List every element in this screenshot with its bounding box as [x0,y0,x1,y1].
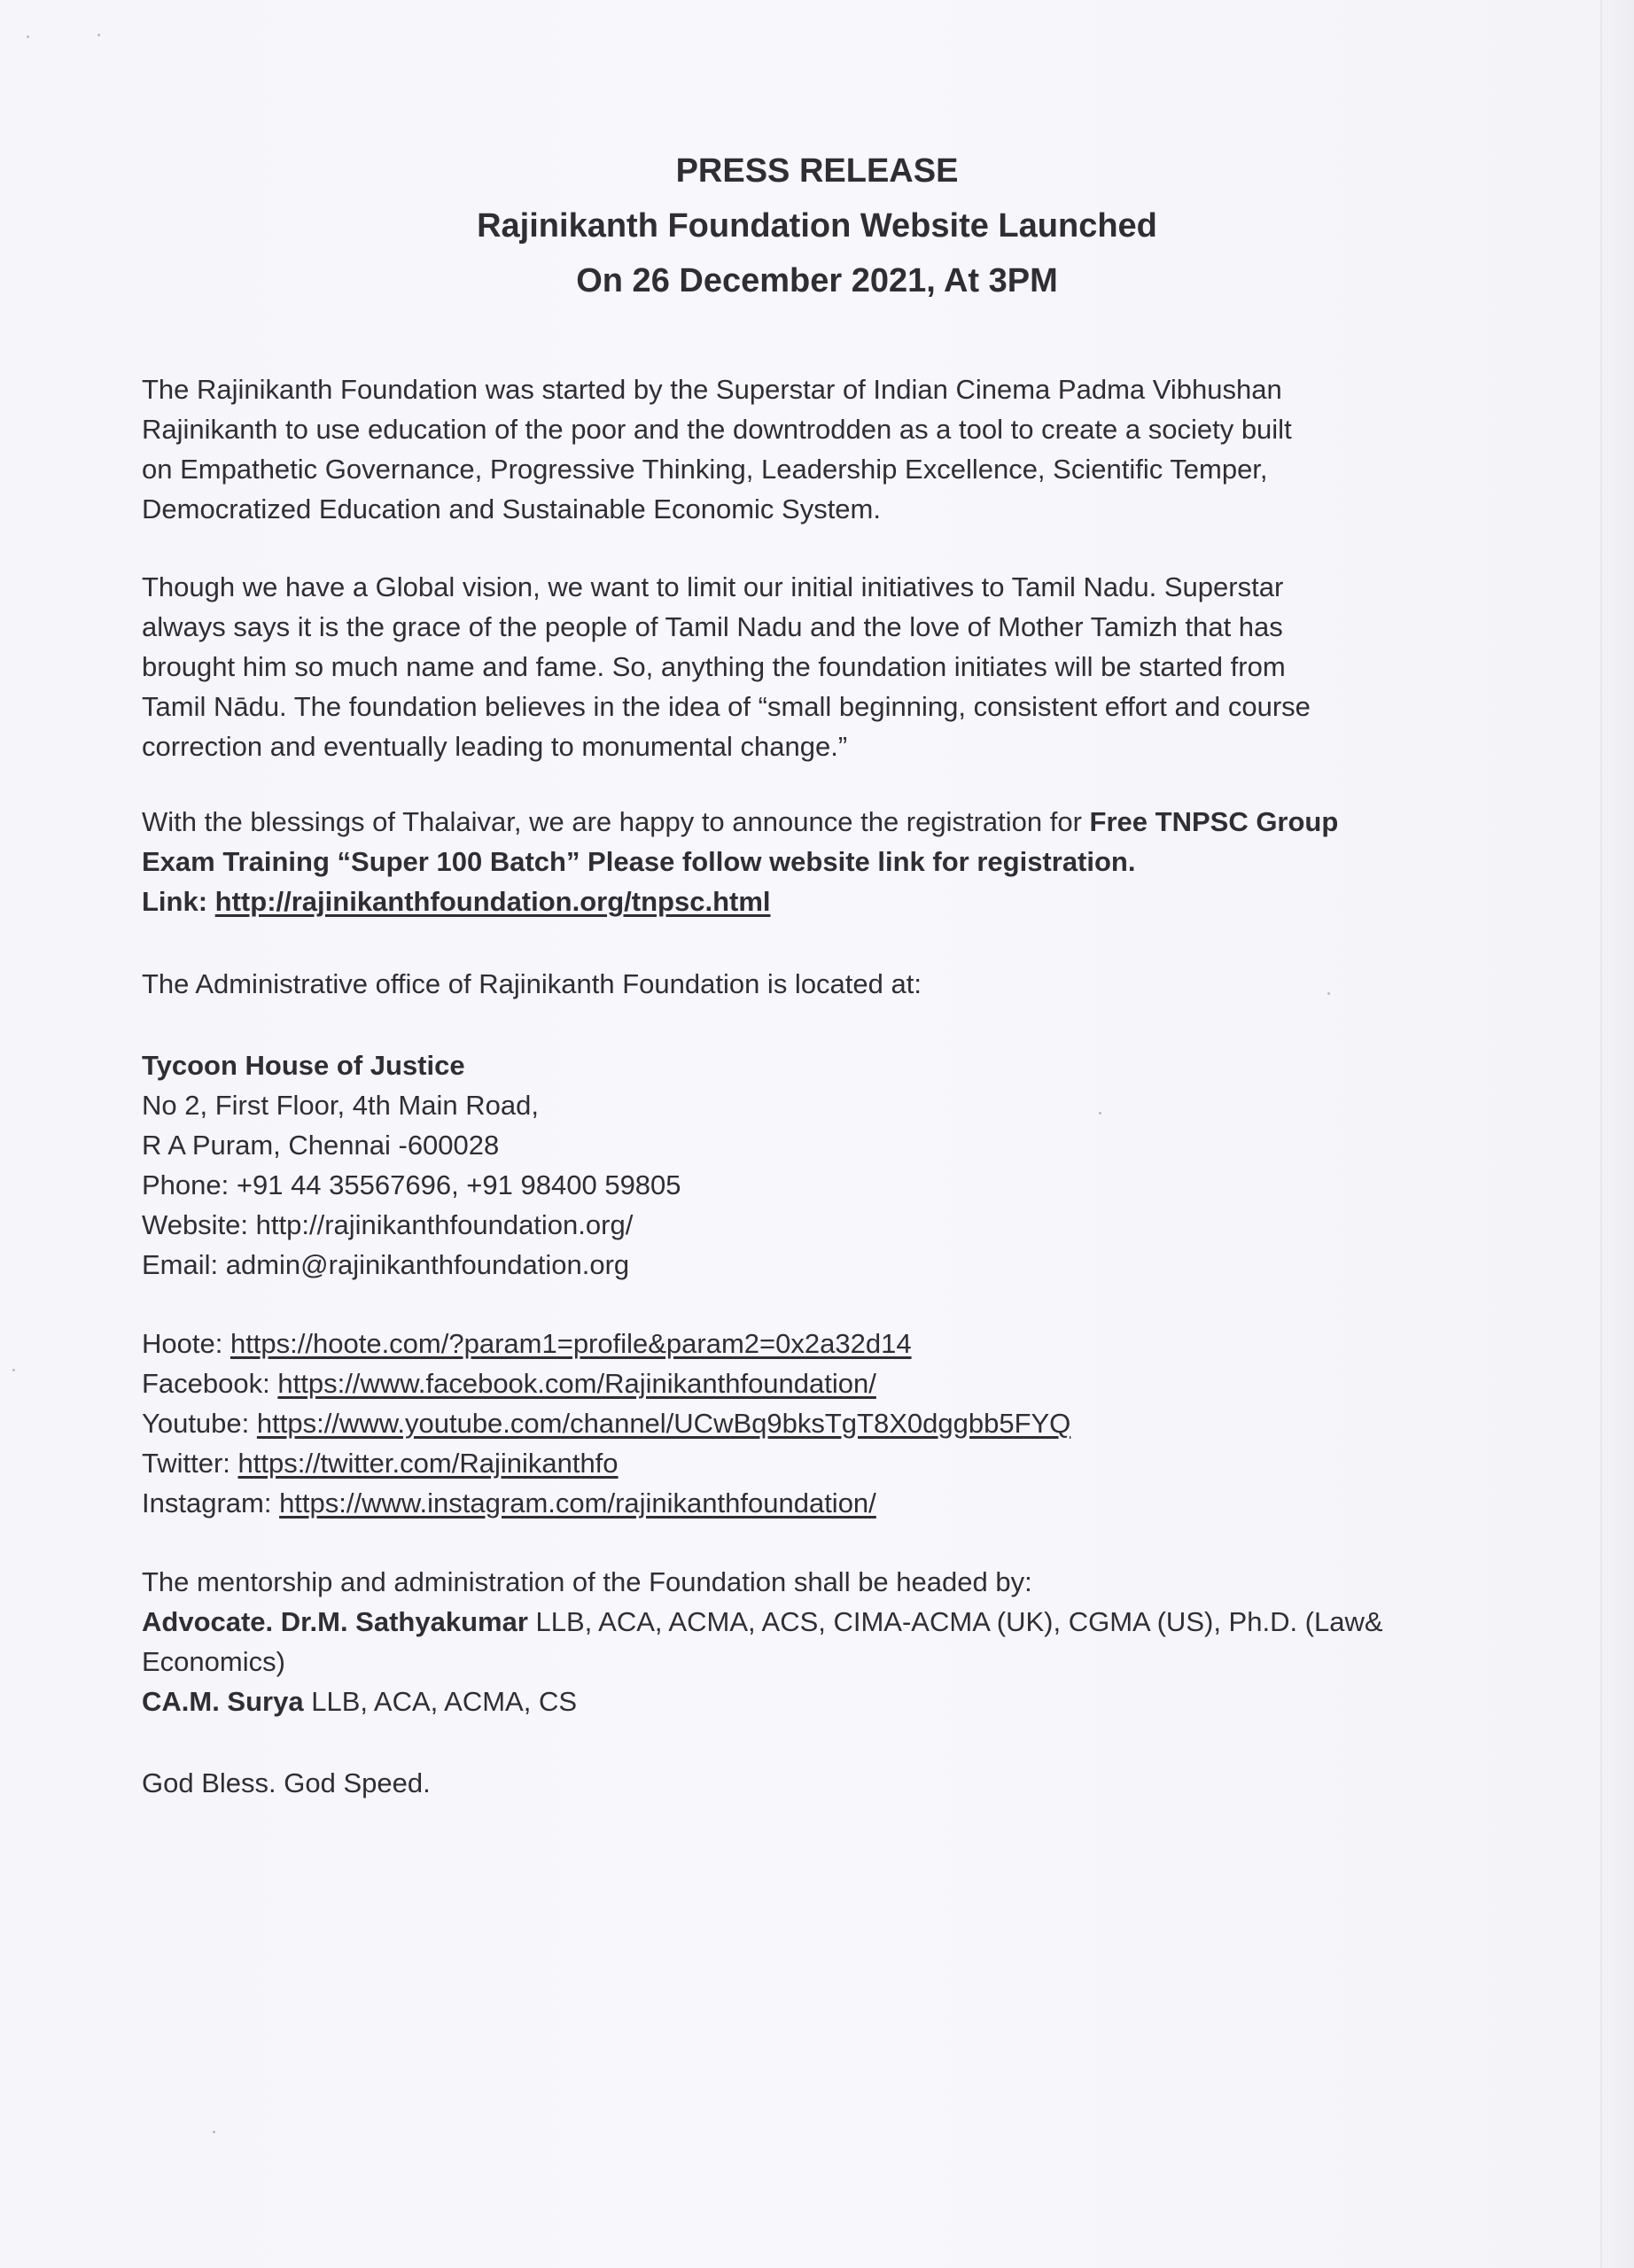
scan-speck [12,1369,15,1371]
scan-speck [27,35,29,38]
address-line: R A Puram, Chennai -600028 [142,1130,500,1161]
mentor-qualifications: LLB, ACA, ACMA, ACS, CIMA-ACMA (UK), CGMA (US), Ph.D. (Law& [527,1606,1383,1637]
social-item-youtube [142,1403,1453,1443]
closing-line: God Bless. God Speed. [142,1767,431,1798]
instagram-link[interactable]: https://www.instagram.com/rajinikanthfoundation/ [279,1487,876,1518]
header-title: PRESS RELEASE [675,152,959,190]
social-item-hoote [142,1324,1453,1363]
social-label: Instagram: [142,1487,280,1518]
intro-line: Rajinikanth to use education of the poor and the downtrodden as a tool to create a society built [142,414,1292,445]
vision-line: correction and eventually leading to monumental change.” [142,731,848,762]
office-name: Tycoon House of Justice [142,1050,465,1081]
email-text: Email: admin@rajinikanthfoundation.org [142,1249,630,1280]
announcement-bold: Free TNPSC Group [1089,806,1339,837]
announcement-bold-line: Exam Training “Super 100 Batch” Please follow website link for registration. [142,846,1136,877]
phone-numbers: Phone: +91 44 35567696, +91 98400 59805 [142,1169,681,1200]
mentor-qualifications: LLB, ACA, ACMA, CS [303,1686,578,1717]
intro-paragraph [142,369,1453,529]
youtube-link[interactable]: https://www.youtube.com/channel/UCwBq9bksTgT8X0dggbb5FYQ [256,1408,1071,1439]
mentor-name: CA.M. Surya [142,1686,304,1717]
mentorship-intro: The mentorship and administration of the Foundation shall be headed by: [142,1566,1032,1597]
vision-line: always says it is the grace of the people of Tamil Nadu and the love of Mother Tamizh that has [142,611,1283,642]
social-item-instagram [142,1483,1453,1523]
address-block [142,1045,1453,1285]
social-item-facebook [142,1363,1453,1403]
mentorship-paragraph [142,1562,1453,1721]
social-label: Hoote: [142,1328,230,1359]
vision-line: brought him so much name and fame. So, anything the foundation initiates will be started from [142,651,1286,682]
vision-paragraph [142,567,1453,766]
social-label: Youtube: [142,1408,257,1439]
page-edge-shadow [1599,0,1634,2268]
office-intro: The Administrative office of Rajinikanth Foundation is located at: [142,968,922,999]
social-links [142,1324,1453,1523]
mentor-name: Advocate. Dr.M. Sathyakumar [142,1606,528,1637]
mentor-qualifications-cont: Economics) [142,1646,285,1677]
announcement-text: With the blessings of Thalaivar, we are happy to announce the registration for [142,806,1090,837]
vision-line: Though we have a Global vision, we want to limit our initial initiatives to Tamil Nadu. Superstar [142,571,1284,602]
tnpsc-registration-link[interactable]: http://rajinikanthfoundation.org/tnpsc.html [214,886,771,917]
intro-line: Democratized Education and Sustainable Economic System. [142,493,881,524]
hoote-link[interactable]: https://hoote.com/?param1=profile&param2=0x2a32d14 [230,1328,912,1359]
website-text: Website: http://rajinikanthfoundation.org/ [142,1209,634,1240]
scan-speck [97,34,100,36]
facebook-link[interactable]: https://www.facebook.com/Rajinikanthfoundation/ [277,1368,876,1399]
vision-line: Tamil Nādu. The foundation believes in the idea of “small beginning, consistent effort and course [142,691,1311,722]
header-subtitle: Rajinikanth Foundation Website Launched [477,207,1157,245]
social-item-twitter [142,1443,1453,1483]
press-release-header [0,144,1634,308]
header-date: On 26 December 2021, At 3PM [576,262,1058,299]
social-label: Twitter: [142,1448,238,1479]
link-label: Link: [142,886,215,917]
address-line: No 2, First Floor, 4th Main Road, [142,1090,539,1121]
announcement-paragraph [142,802,1453,921]
intro-line: The Rajinikanth Foundation was started by the Superstar of Indian Cinema Padma Vibhushan [142,374,1282,405]
scan-speck [213,2131,215,2133]
twitter-link[interactable]: https://twitter.com/Rajinikanthfo [237,1448,619,1479]
intro-line: on Empathetic Governance, Progressive Thinking, Leadership Excellence, Scientific Temper, [142,454,1268,485]
social-label: Facebook: [142,1368,278,1399]
